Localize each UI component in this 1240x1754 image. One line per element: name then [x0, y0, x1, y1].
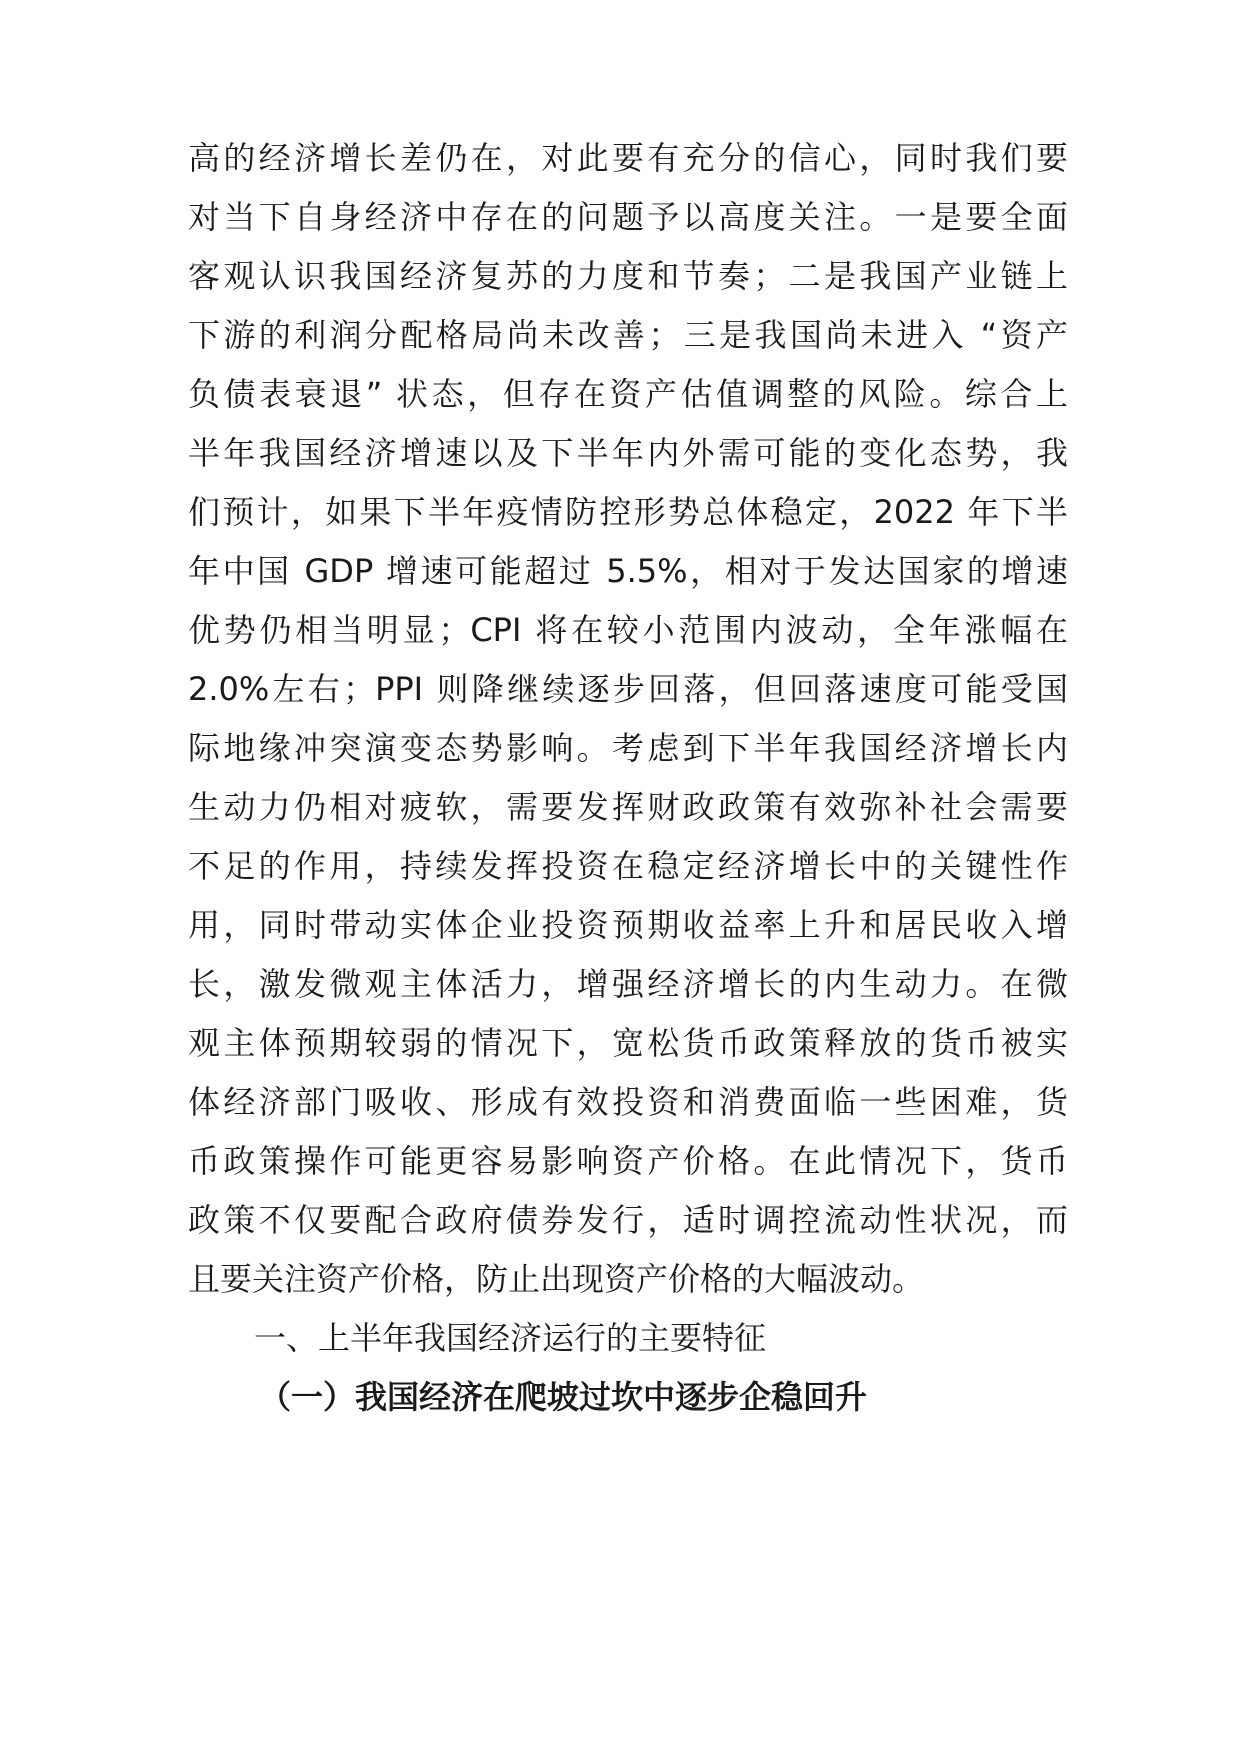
paragraph-line: 生动力仍相对疲软，需要发挥财政政策有效弥补社会需要 [188, 788, 1068, 826]
paragraph-line-last: 且要关注资产价格，防止出现资产价格的大幅波动。 [188, 1260, 925, 1298]
paragraph-line: 半年我国经济增速以及下半年内外需可能的变化态势，我 [188, 434, 1068, 472]
paragraph-line: 政策不仅要配合政府债券发行，适时调控流动性状况，而 [188, 1201, 1068, 1239]
paragraph-line: 际地缘冲突演变态势影响。考虑到下半年我国经济增长内 [188, 729, 1068, 767]
paragraph-line: 观主体预期较弱的情况下，宽松货币政策释放的货币被实 [188, 1024, 1068, 1062]
paragraph-line: 年中国 GDP 增速可能超过 5.5%，相对于发达国家的增速 [188, 552, 1068, 590]
paragraph-line: 下游的利润分配格局尚未改善；三是我国尚未进入 “资产 [188, 316, 1068, 354]
paragraph-line: 们预计，如果下半年疫情防控形势总体稳定，2022 年下半 [188, 493, 1068, 531]
section-heading: 一、上半年我国经济运行的主要特征 [254, 1319, 767, 1357]
paragraph-line: 对当下自身经济中存在的问题予以高度关注。一是要全面 [188, 198, 1068, 236]
paragraph-line: 客观认识我国经济复苏的力度和节奏；二是我国产业链上 [188, 257, 1068, 295]
paragraph-line: 体经济部门吸收、形成有效投资和消费面临一些困难，货 [188, 1083, 1068, 1121]
paragraph-line: 优势仍相当明显；CPI 将在较小范围内波动，全年涨幅在 [188, 611, 1068, 649]
paragraph-line: 用，同时带动实体企业投资预期收益率上升和居民收入增 [188, 906, 1068, 944]
paragraph-line: 2.0%左右；PPI 则降继续逐步回落，但回落速度可能受国 [188, 670, 1068, 708]
paragraph-line: 负债表衰退” 状态，但存在资产估值调整的风险。综合上 [188, 375, 1068, 413]
paragraph-line: 币政策操作可能更容易影响资产价格。在此情况下，货币 [188, 1142, 1068, 1180]
paragraph-line: 长，激发微观主体活力，增强经济增长的内生动力。在微 [188, 965, 1068, 1003]
subsection-heading: （一）我国经济在爬坡过坎中逐步企稳回升 [259, 1378, 868, 1416]
paragraph-line: 高的经济增长差仍在，对此要有充分的信心，同时我们要 [188, 139, 1068, 177]
paragraph-line: 不足的作用，持续发挥投资在稳定经济增长中的关键性作 [188, 847, 1068, 885]
